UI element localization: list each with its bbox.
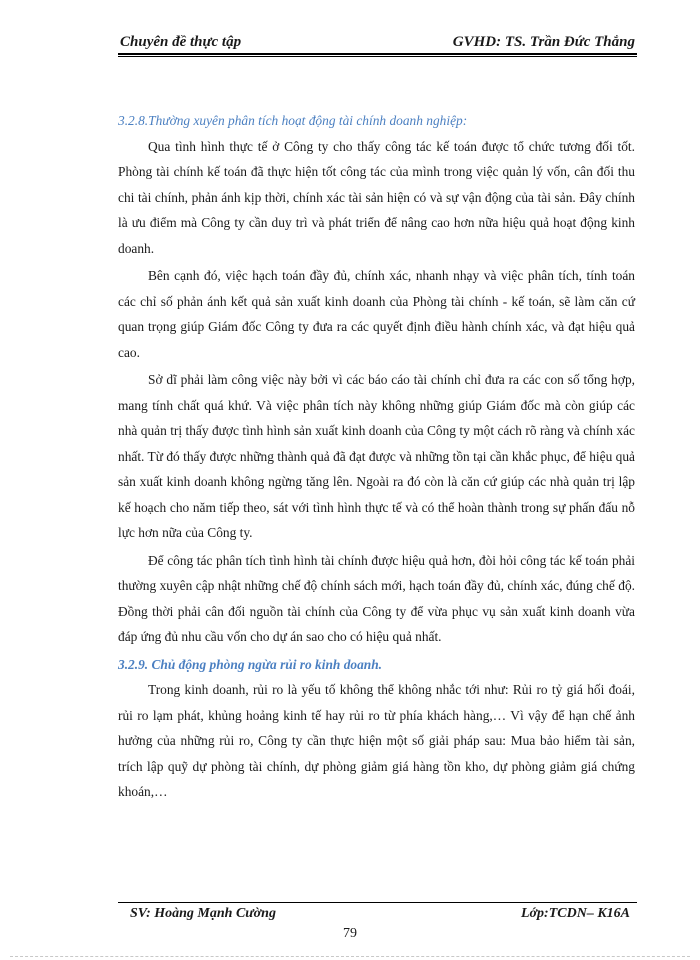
footer-divider bbox=[118, 902, 637, 903]
footer-student: SV: Hoàng Mạnh Cường bbox=[130, 906, 276, 921]
page-number: 79 bbox=[343, 926, 357, 941]
footer-class: Lớp:TCDN– K16A bbox=[520, 906, 630, 921]
header-divider bbox=[118, 53, 637, 57]
header-advisor: GVHD: TS. Trần Đức Thắng bbox=[452, 34, 635, 50]
section-heading-3-2-8: 3.2.8.Thường xuyên phân tích hoạt động tài chính doanh nghiệp: bbox=[118, 113, 468, 128]
paragraph: Trong kinh doanh, rủi ro là yếu tố không thể không nhắc tới như: Rủi ro tỷ giá hối đoái, rủi ro lạm phát, khủng hoảng kinh tế hay rủi ro từ phía khách hàng,… Vì vậy để hạn chế ảnh hưởng của những rủi ro, Công ty cần thực hiện một số giải pháp sau: Mua bảo hiểm tài sản, trích lập quỹ dự phòng tài chính, dự phòng giảm giá hàng tồn kho, dự phòng giảm giá chứng khoán,… bbox=[118, 682, 635, 799]
section-heading-3-2-9: 3.2.9. Chủ động phòng ngừa rủi ro kinh doanh. bbox=[118, 656, 383, 672]
paragraph: Bên cạnh đó, việc hạch toán đầy đủ, chính xác, nhanh nhạy và việc phân tích, tính toán các chỉ số phản ánh kết quả sản xuất kinh doanh của Phòng tài chính - kế toán, sẽ làm căn cứ quan trọng giúp Giám đốc Công ty đưa ra các quyết định điều hành chính xác, và đạt hiệu quả cao. bbox=[118, 268, 635, 360]
paragraph: Để công tác phân tích tình hình tài chính được hiệu quả hơn, đòi hỏi công tác kế toán phải thường xuyên cập nhật những chế độ chính sách mới, hạch toán đầy đủ, chính xác, đúng chế độ. Đồng thời phải cân đối nguồn tài chính của Công ty để vừa phục vụ sản xuất kinh doanh vừa đáp ứng đủ nhu cầu vốn cho dự án sao cho có hiệu quả nhất. bbox=[118, 552, 635, 644]
page-header bbox=[120, 30, 635, 54]
paragraph: Qua tình hình thực tế ở Công ty cho thấy công tác kế toán được tổ chức tương đối tốt. Phòng tài chính kế toán đã thực hiện tốt công tác của mình trong việc quản lý vốn, cân đối thu chi tài chính, phản ánh kịp thời, chính xác tài sản hiện có và sự vận động của tài sản. Đây chính là ưu điểm mà Công ty cần duy trì và phát triển để nâng cao hơn nữa hiệu quả hoạt động kinh doanh. bbox=[118, 138, 635, 256]
page-break-line bbox=[10, 956, 690, 957]
header-title: Chuyên đề thực tập bbox=[120, 34, 242, 50]
document-body bbox=[118, 108, 635, 805]
paragraph: Sở dĩ phải làm công việc này bởi vì các báo cáo tài chính chỉ đưa ra các con số tổng hợp, mang tính chất quá khứ. Và việc phân tích này không những giúp Giám đốc mà còn giúp các nhà quản trị thấy được tình hình sản xuất kinh doanh của Công ty một cách rõ ràng và chính xác nhất. Từ đó thấy được những thành quả đã đạt được và những tồn tại cần khắc phục, để hiệu quả sản xuất kinh doanh không ngừng tăng lên. Ngoài ra đó còn là căn cứ giúp các nhà quản trị lập kế hoạch cho năm tiếp theo, sát với tình hình thực tế và có thể hoàn thành trong sự phấn đấu nỗ lực hơn nữa của Công ty. bbox=[118, 372, 635, 540]
